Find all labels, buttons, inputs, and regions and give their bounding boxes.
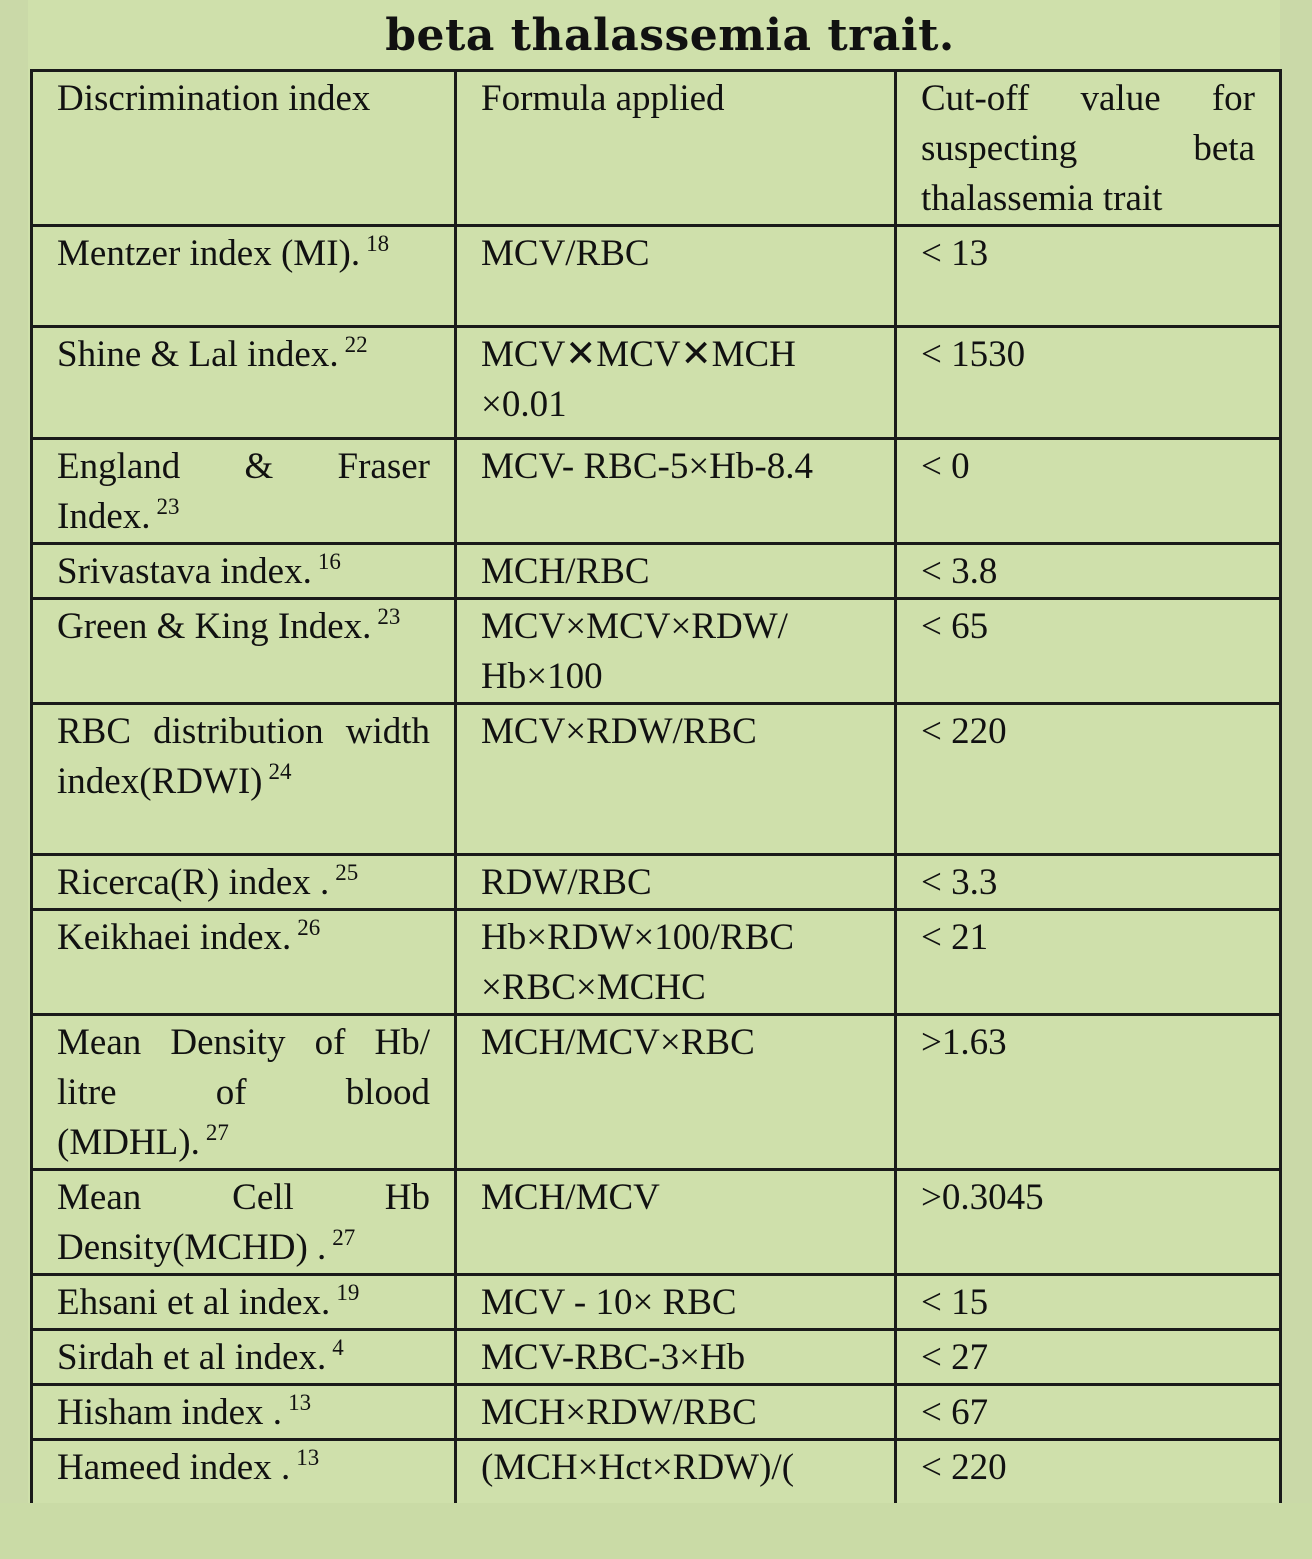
reference-number: 18 <box>366 231 390 256</box>
reference-number: 19 <box>336 1280 360 1305</box>
table-row <box>32 855 1281 910</box>
index-name-cell <box>32 1385 456 1440</box>
index-name-cell <box>32 855 456 910</box>
table-row <box>32 910 1281 1015</box>
discrimination-index-table <box>30 69 1282 1546</box>
reference-number: 4 <box>332 1335 344 1360</box>
reference-number: 25 <box>335 860 359 885</box>
cutoff-cell: < 15 <box>896 1275 1281 1330</box>
reference-number: 23 <box>156 494 180 519</box>
cutoff-cell: < 27 <box>896 1330 1281 1385</box>
bottom-strip <box>0 1503 1312 1559</box>
formula-cell: MCV-RBC-3×Hb <box>456 1330 896 1385</box>
cutoff-cell: < 67 <box>896 1385 1281 1440</box>
formula-cell: Hb×RDW×100/RBC ×RBC×MCHC <box>456 910 896 1015</box>
table-header-row <box>32 71 1281 226</box>
formula-cell: MCV- RBC-5×Hb-8.4 <box>456 439 896 544</box>
formula-cell: (MCH×Hct×RDW)/( <box>456 1440 896 1545</box>
table-row <box>32 226 1281 327</box>
cutoff-cell: < 1530 <box>896 327 1281 439</box>
index-name-cell <box>32 226 456 327</box>
index-name-cell <box>32 1275 456 1330</box>
table-row <box>32 1330 1281 1385</box>
formula-cell: MCV✕MCV✕MCH ×0.01 <box>456 327 896 439</box>
reference-number: 16 <box>317 549 341 574</box>
reference-number: 13 <box>296 1445 320 1470</box>
index-name-cell <box>32 1015 456 1170</box>
index-name-cell <box>32 544 456 599</box>
formula-cell: RDW/RBC <box>456 855 896 910</box>
reference-number: 13 <box>288 1390 312 1415</box>
index-name: Green & King Index. <box>57 606 372 647</box>
formula-cell: MCH/MCV×RBC <box>456 1015 896 1170</box>
index-name-cell <box>32 1170 456 1275</box>
cutoff-cell: < 220 <box>896 1440 1281 1545</box>
reference-number: 27 <box>332 1225 356 1250</box>
table-row <box>32 439 1281 544</box>
index-name: Mean Cell Hb Density(MCHD) . <box>57 1177 430 1268</box>
formula-cell: MCV - 10× RBC <box>456 1275 896 1330</box>
cutoff-cell: >1.63 <box>896 1015 1281 1170</box>
table-row <box>32 1275 1281 1330</box>
table-row <box>32 1015 1281 1170</box>
cutoff-cell: < 220 <box>896 704 1281 855</box>
header-index: Discrimination index <box>32 71 456 226</box>
formula-cell: MCV×RDW/RBC <box>456 704 896 855</box>
index-name: Hisham index . <box>57 1392 283 1433</box>
table-body <box>32 226 1281 1545</box>
formula-cell: MCH×RDW/RBC <box>456 1385 896 1440</box>
index-name: Mean Density of Hb/ litre of blood (MDHL). <box>57 1022 430 1163</box>
formula-cell: MCV/RBC <box>456 226 896 327</box>
reference-number: 27 <box>205 1120 229 1145</box>
index-name: Sirdah et al index. <box>57 1337 327 1378</box>
table-row <box>32 327 1281 439</box>
table-row <box>32 704 1281 855</box>
table-row <box>32 599 1281 704</box>
index-name-cell <box>32 704 456 855</box>
index-name: Keikhaei index. <box>57 917 292 958</box>
header-cutoff: Cut-off value for suspecting beta thalassemia trait <box>896 71 1281 226</box>
index-name-cell <box>32 599 456 704</box>
reference-number: 22 <box>344 332 368 357</box>
index-name: Srivastava index. <box>57 551 312 592</box>
index-name: Hameed index . <box>57 1447 291 1488</box>
reference-number: 24 <box>268 759 292 784</box>
table-row <box>32 544 1281 599</box>
cutoff-cell: >0.3045 <box>896 1170 1281 1275</box>
index-name: Mentzer index (MI). <box>57 233 361 274</box>
index-name-cell <box>32 1330 456 1385</box>
index-name: Shine & Lal index. <box>57 334 339 375</box>
cutoff-cell: < 21 <box>896 910 1281 1015</box>
index-name: Ehsani et al index. <box>57 1282 331 1323</box>
index-name-cell <box>32 910 456 1015</box>
index-name-cell <box>32 439 456 544</box>
table-row <box>32 1170 1281 1275</box>
index-name: Ricerca(R) index . <box>57 862 330 903</box>
formula-cell: MCH/RBC <box>456 544 896 599</box>
index-name: England & Fraser Index. <box>57 446 430 537</box>
reference-number: 26 <box>297 915 321 940</box>
page-title: beta thalassemia trait. <box>385 10 955 61</box>
table-row <box>32 1385 1281 1440</box>
cutoff-cell: < 0 <box>896 439 1281 544</box>
header-formula: Formula applied <box>456 71 896 226</box>
index-name-cell <box>32 327 456 439</box>
cutoff-cell: < 65 <box>896 599 1281 704</box>
index-name: RBC distribution width index(RDWI) <box>57 711 430 802</box>
reference-number: 23 <box>377 604 401 629</box>
cutoff-cell: < 13 <box>896 226 1281 327</box>
formula-cell: MCH/MCV <box>456 1170 896 1275</box>
formula-cell: MCV×MCV×RDW/ Hb×100 <box>456 599 896 704</box>
cutoff-cell: < 3.8 <box>896 544 1281 599</box>
cutoff-cell: < 3.3 <box>896 855 1281 910</box>
